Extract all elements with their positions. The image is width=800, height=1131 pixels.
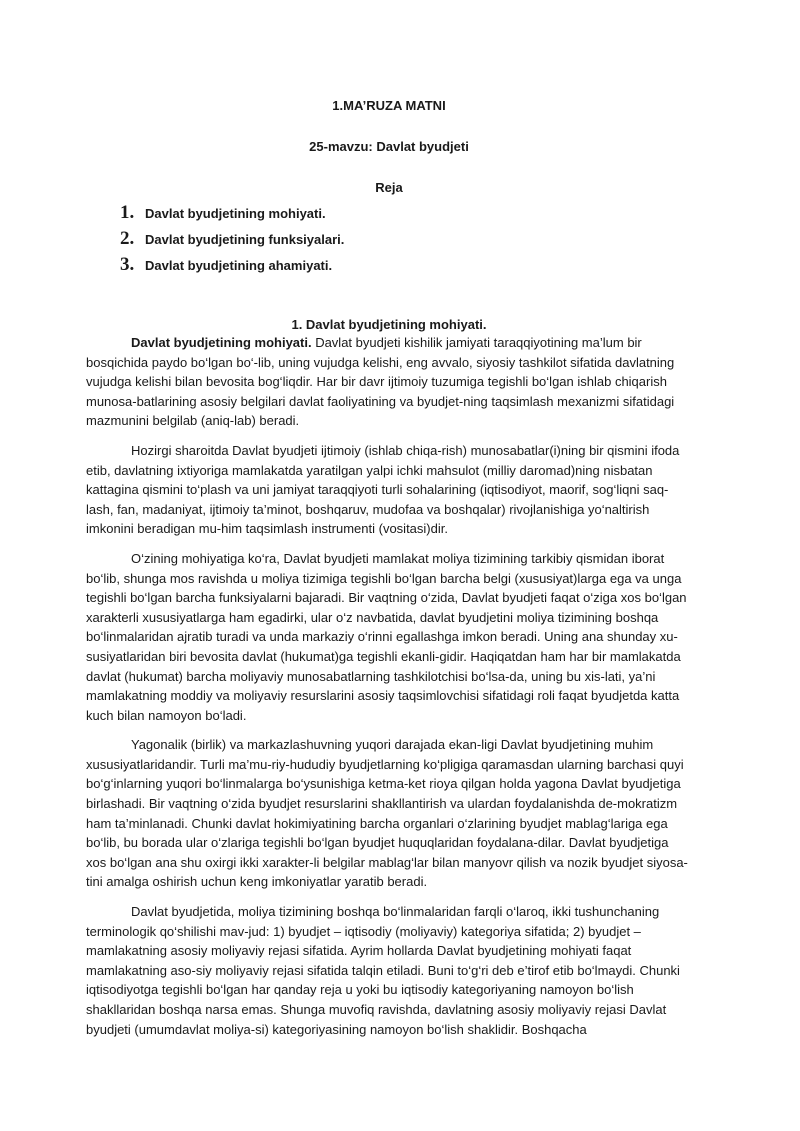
plan-item-text: Davlat byudjetining mohiyati.: [145, 205, 326, 221]
plan-item-text: Davlat byudjetining ahamiyati.: [145, 257, 333, 273]
plan-item-number: 3.: [120, 254, 135, 275]
paragraph: O‘zining mohiyatiga ko‘ra, Davlat byudjeti mamlakat moliya tizimining tarkibiy qismidan iborat bo‘lib, shunga mos ravishda u moliya tizimiga tegishli bo‘lgan barcha belgi (xususiyat)larga ega va unga tegishli bo‘lgan barcha funksiyalarni bajaradi. Bir vaqtning o‘zida, Davlat byudjeti faqat o‘ziga xos bo‘lgan xarakterli xususiyatlarga ham egadirki, ular o‘z navbatida, davlat byudjetini moliya tizimining boshqa bo‘linmalaridan ajratib turadi va unda markaziy o‘rinni egallashga imkon beradi. Uning ana shunday xu-susiyatlaridan biri bevosita davlat (hukumat)ga tegishli ekanli-gidir. Haqiqatdan ham har bir mamlakatda davlat (hukumat) barcha moliyaviy munosabatlarning tashkilotchisi bo‘lsa-da, uning bu xis-lati, ya’ni mamlakatning moddiy va moliyaviy resurslarini asosiy taqsimlovchisi sifatidagi roli faqat byudjetda katta kuch bilan namoyon bo‘ladi.: [86, 550, 687, 723]
topic-title: 25-mavzu: Davlat byudjeti: [309, 139, 469, 154]
paragraph: Davlat byudjetida, moliya tizimining boshqa bo‘linmalaridan farqli o‘laroq, ikki tushunchaning terminologik qo‘shilishi mav-jud: 1) byudjet – iqtisodiy (moliyaviy) kategoriya sifatida; 2) byudjet – mamlakatning asosiy moliyaviy rejasi sifatida. Ayrim hollarda Davlat byudjetining mohiyati faqat mamlakatning aso-siy moliyaviy rejasi sifatida talqin etiladi. Buni to‘g‘ri deb e’tirof etib bo‘lmaydi. Chunki iqtisodiyotga tegishli bo‘lgan har qanday reja u yoki bu iqtisodiy kategoriyaning namoyon bo‘lish shakllaridan boshqa narsa emas. Shunga muvofiq ravishda, davlatning asosiy moliyaviy rejasi Davlat byudjeti (umumdavlat moliya-si) kategoriyasining namoyon bo‘lish shaklidir. Boshqacha: [86, 904, 680, 1037]
plan-item: [120, 252, 344, 278]
paragraph-text: Davlat byudjeti kishilik jamiyati taraqqiyotining ma’lum bir bosqichida paydo bo‘lgan bo‘-lib, uning vujudga kelishi, eng avvalo, siyosiy tashkilot sifatida davlatning vujudga kelishi bilan bevosita bog‘liqdir. Har bir davr ijtimoiy tuzumiga tegishli bo‘lgan ishlab chiqarish munosa-batlarining asosiy belgilari davlat faoliyatining va byudjet-ning taqsimlash mexanizmi sifatidagi mazmunini belgilab (aniq-lab) beradi.: [86, 335, 675, 429]
section-heading: 1. Davlat byudjetining mohiyati.: [291, 317, 487, 332]
plan-list: [120, 200, 344, 278]
lecture-title: 1.MA’RUZA MATNI: [332, 98, 446, 113]
plan-item: [120, 226, 344, 252]
plan-item-text: Davlat byudjetining funksiyalari.: [145, 231, 345, 247]
document-body: [86, 333, 692, 1049]
plan-item-number: 1.: [120, 202, 135, 223]
plan-item-number: 2.: [120, 228, 135, 249]
paragraph-lead: Davlat byudjetining mohiyati.: [131, 335, 312, 350]
paragraph: Yagonalik (birlik) va markazlashuvning yuqori darajada ekan-ligi Davlat byudjetining muhim xususiyatlaridandir. Turli ma’mu-riy-hududiy byudjetlarning ko‘pligiga qaramasdan ularning barchasi quyi bo‘g‘inlarning yuqori bo‘linmalarga bo‘ysunishiga ketma-ket rioya qilgan holda yagona Davlat byudjetiga birlashadi. Bir vaqtning o‘zida byudjet resurslarini shakllantirish va ulardan foydalanishda de-mokratizm ham ta’minlanadi. Chunki davlat hokimiyatining barcha organlari o‘zlarining byudjet mablag‘lariga ega bo‘lib, bu borada ular o‘zlariga tegishli bo‘lgan byudjet huquqlaridan foydalana-dilar. Davlat byudjetiga xos bo‘lgan ana shu oxirgi ikki xarakter-li belgilar mablag‘lar bilan manyovr qilish va nozik byudjet siyosa-tini amalga oshirish uchun keng imkoniyatlar yaratib beradi.: [86, 737, 688, 890]
paragraph: [86, 333, 692, 431]
plan-heading: Reja: [375, 180, 403, 195]
paragraph: Hozirgi sharoitda Davlat byudjeti ijtimoiy (ishlab chiqa-rish) munosabatlar(i)ning bir qismini ifoda etib, davlatning ixtiyoriga mamlakatda yaratilgan yalpi ichki mahsulot (milliy daromad)ning nisbatan kattagina qismini to‘plash va uni jamiyat taraqqiyoti turli sohalarining (iqtisodiyot, maorif, sog‘liqni saq-lash, fan, madaniyat, ijtimoiy ta’minot, boshqaruv, mudofaa va boshqalar) rivojlanishiga yo‘naltirish imkonini beradigan mu-him taqsimlash instrumenti (vositasi)dir.: [86, 442, 680, 537]
plan-item: [120, 200, 344, 226]
